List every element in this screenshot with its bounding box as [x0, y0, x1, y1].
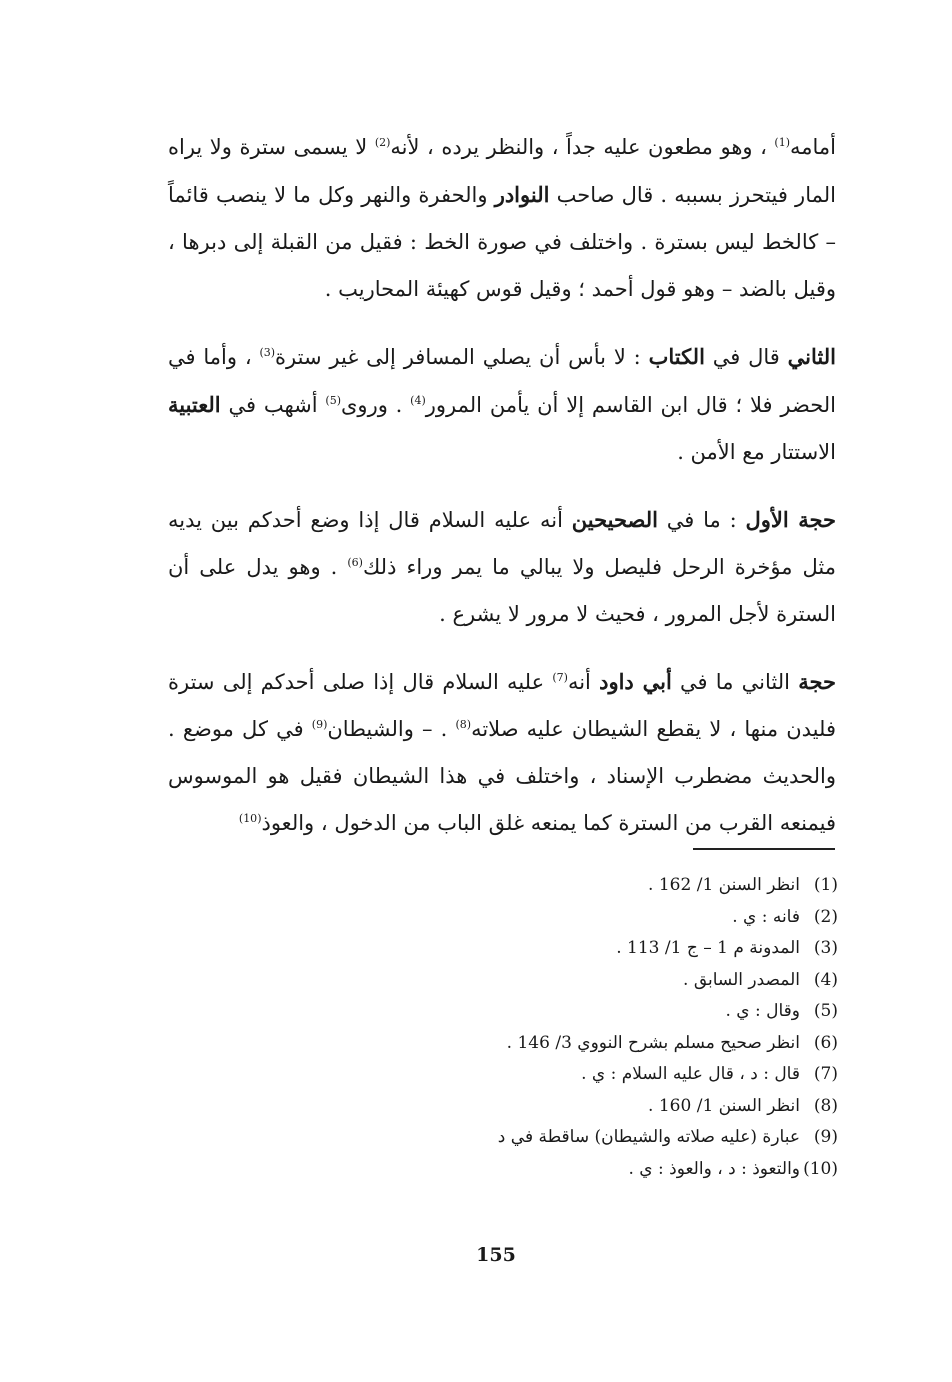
footnote-number: (8): [813, 1095, 838, 1116]
footnotes: [360, 870, 838, 1185]
keyword: أبي داود: [599, 669, 672, 694]
text-run: والحفرة والنهر وكل ما لا ينصب قائماً – كالخط ليس بسترة . واختلف في صورة الخط : فقيل من القبلة إلى دبرها ، وقيل بالضد – وهو قول أحمد ؛ وقيل قوس كهيئة المحاريب .: [168, 183, 836, 301]
text-run: . وروى: [340, 393, 411, 417]
paragraph-2: [168, 333, 836, 476]
text-run: : لا بأس أن يصلي المسافر إلى غير سترة: [275, 345, 649, 369]
footnote-9: [360, 1122, 838, 1154]
footnote-ref: (2): [374, 136, 391, 149]
text-run: الثاني ما في: [671, 670, 799, 694]
keyword: العتبية: [168, 392, 221, 417]
text-run: في كل موضع . والحديث مضطرب الإسناد ، واختلف في هذا الشيطان فقيل هو الموسوس فيمنعه القرب من السترة كما يمنعه غلق الباب من الدخول ، والعوذ: [168, 717, 836, 835]
text-run: ، وهو مطعون عليه جداً ، والنظر يرده ، لأنه: [390, 135, 775, 159]
keyword: حجة الأول: [745, 507, 836, 532]
footnote-number: (6): [813, 1032, 838, 1053]
keyword: الكتاب: [648, 344, 705, 369]
footnote-text: انظر صحيح مسلم بشرح النووي 3/ 146 .: [506, 1032, 800, 1053]
footnote-ref: (6): [347, 556, 363, 569]
text-run: أنه عليه السلام قال إذا وضع أحدكم بين يديه مثل مؤخرة الرحل فليصل ولا يبالي ما يمر وراء ذلك: [168, 508, 837, 579]
footnote-8: [360, 1091, 838, 1123]
text-run: ، وأما في الحضر فلا ؛ قال ابن القاسم إلا أن يأمن المرور: [168, 345, 836, 417]
footnote-2: [360, 902, 838, 934]
footnote-ref: (4): [410, 394, 426, 407]
keyword: الثاني: [787, 344, 836, 369]
page-number: 155: [476, 1244, 516, 1266]
footnote-ref: (5): [325, 394, 341, 407]
footnote-number: (4): [813, 969, 838, 990]
text-run: أشهب في: [220, 393, 326, 417]
footnote-number: (9): [813, 1127, 838, 1147]
footnote-ref: (8): [455, 718, 472, 731]
footnote-text: عبارة (عليه صلاته والشيطان) ساقطة في د: [497, 1127, 800, 1147]
footnote-divider: [693, 848, 835, 850]
footnote-ref: (1): [774, 136, 790, 149]
footnote-text: المدونة م 1 – ج 1/ 113 .: [616, 938, 800, 958]
footnote-number: (3): [813, 938, 838, 958]
footnote-5: [360, 996, 838, 1028]
footnote-1: [360, 870, 838, 902]
footnote-ref: (9): [311, 718, 328, 731]
paragraph-1: [168, 124, 836, 313]
text-run: قال في: [704, 345, 788, 369]
text-run: . وهو يدل على أن السترة لأجل المرور ، فحيث لا مرور لا يشرع .: [168, 555, 836, 626]
text-run: الاستتار مع الأمن .: [677, 440, 836, 464]
main-text: [168, 124, 836, 867]
text-run: : ما في: [657, 508, 746, 532]
text-run: أنه: [567, 670, 600, 694]
footnote-text: قال : د ، قال عليه السلام : ي .: [581, 1064, 800, 1084]
keyword: حجة: [798, 669, 836, 694]
footnote-number: (10): [803, 1158, 838, 1179]
keyword: الصحيحين: [571, 507, 658, 532]
footnote-4: [360, 965, 838, 997]
footnote-ref: (7): [552, 671, 568, 684]
footnote-number: (1): [813, 875, 838, 895]
footnote-number: (5): [813, 1001, 838, 1021]
footnote-7: [360, 1059, 838, 1091]
text-run: لا يسمى سترة ولا يراه المار فيتحرز بسببه . قال صاحب: [168, 135, 836, 207]
footnote-6: [360, 1028, 838, 1060]
footnote-ref: (10): [238, 812, 262, 825]
footnote-number: (7): [813, 1064, 838, 1084]
footnote-3: [360, 933, 838, 965]
footnote-text: والتعوذ : د ، والعوذ : ي .: [628, 1158, 800, 1179]
footnote-text: فانه : ي .: [732, 906, 800, 927]
keyword: النوادر: [494, 182, 550, 207]
footnote-text: المصدر السابق .: [683, 969, 800, 990]
text-run: عليه السلام قال إذا صلى أحدكم إلى سترة فليدن منها ، لا يقطع الشيطان عليه صلاته: [168, 670, 836, 741]
footnote-ref: (3): [259, 346, 276, 359]
footnote-text: انظر السنن 1/ 162 .: [648, 875, 800, 895]
footnote-10: [360, 1154, 838, 1186]
text-run: . – والشيطان: [327, 717, 456, 741]
footnote-number: (2): [813, 906, 838, 927]
footnote-text: وقال : ي .: [725, 1001, 800, 1021]
footnote-text: انظر السنن 1/ 160 .: [648, 1095, 800, 1116]
paragraph-3: [168, 496, 836, 638]
text-run: أمامه: [790, 135, 836, 159]
paragraph-4: [168, 658, 836, 847]
